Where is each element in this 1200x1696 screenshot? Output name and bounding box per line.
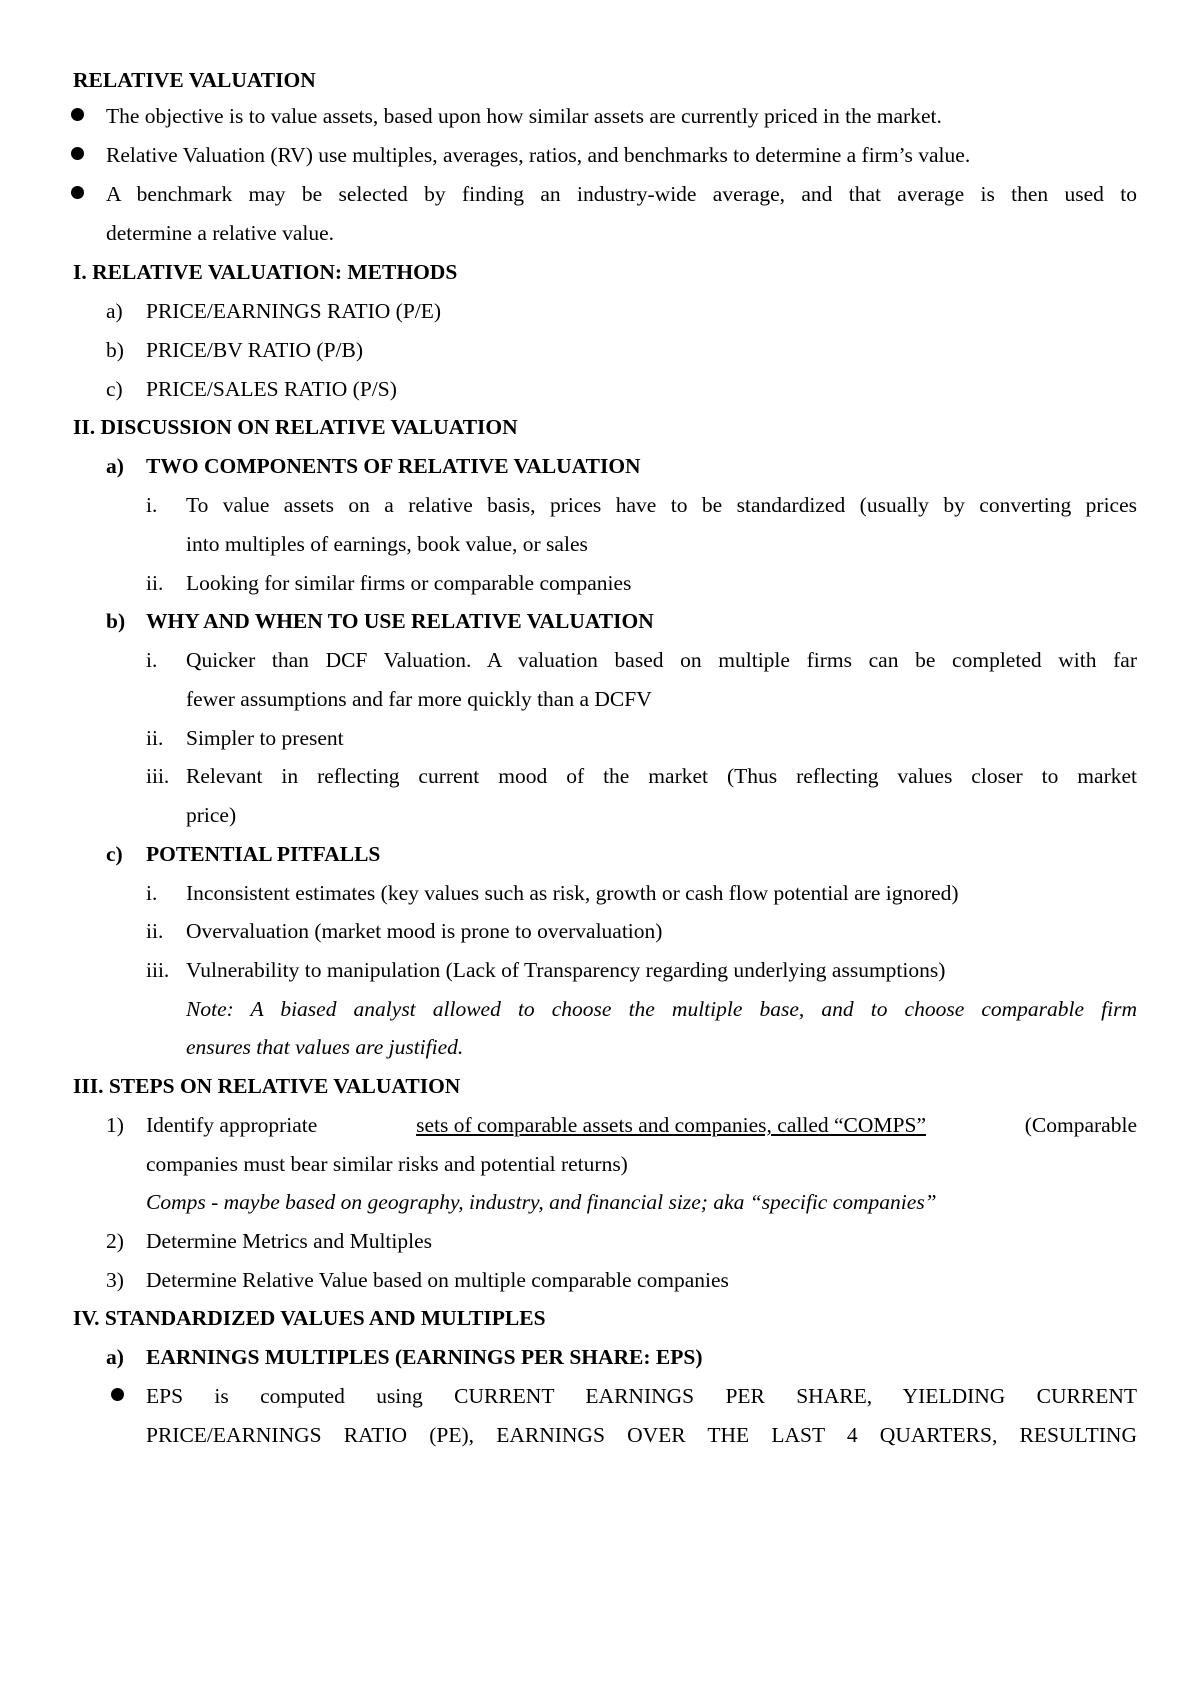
pitfall-1: Inconsistent estimates (key values such as risk, growth or cash flow potential are ignored): [186, 881, 959, 905]
pitfall-2: Overvaluation (market mood is prone to overvaluation): [186, 919, 663, 943]
document-title: RELATIVE VALUATION: [73, 68, 316, 92]
comps-definition: sets of comparable assets and companies, called “COMPS”: [416, 1113, 926, 1137]
roman-marker: i.: [146, 648, 158, 672]
component-2: Looking for similar firms or comparable companies: [186, 571, 632, 595]
roman-marker: ii.: [146, 726, 164, 750]
step-marker: 2): [106, 1229, 124, 1253]
step-1-prefix: Identify appropriate: [146, 1113, 318, 1137]
reason-3-cont: price): [186, 803, 237, 827]
section-4-heading: IV. STANDARDIZED VALUES AND MULTIPLES: [73, 1306, 546, 1330]
pitfall-note: Note: A biased analyst allowed to choose the multiple base, and to choose comparable firm: [186, 997, 1137, 1021]
earnings-multiples-heading: EARNINGS MULTIPLES (EARNINGS PER SHARE: EPS): [146, 1345, 703, 1369]
section-2-heading: II. DISCUSSION ON RELATIVE VALUATION: [73, 415, 518, 439]
reason-3: Relevant in reflecting current mood of the market (Thus reflecting values closer to market: [186, 764, 1137, 788]
bullet-icon: [71, 108, 84, 121]
bullet-icon: [111, 1388, 124, 1401]
step-2: Determine Metrics and Multiples: [146, 1229, 432, 1253]
eps-bullet-cont: PRICE/EARNINGS RATIO (PE), EARNINGS OVER THE LAST 4 QUARTERS, RESULTING: [146, 1423, 1137, 1447]
reason-2: Simpler to present: [186, 726, 344, 750]
subsection-marker: a): [106, 1345, 124, 1369]
roman-marker: ii.: [146, 571, 164, 595]
bullet-icon: [71, 186, 84, 199]
roman-marker: iii.: [146, 958, 170, 982]
step-marker: 3): [106, 1268, 124, 1292]
subsection-marker: b): [106, 609, 126, 633]
eps-bullet: EPS is computed using CURRENT EARNINGS PER SHARE, YIELDING CURRENT: [146, 1384, 1137, 1408]
roman-marker: iii.: [146, 764, 170, 788]
step-1-cont: companies must bear similar risks and potential returns): [146, 1152, 628, 1176]
step-1: [146, 1111, 1137, 1139]
subsection-c-heading: POTENTIAL PITFALLS: [146, 842, 381, 866]
pitfall-note-cont: ensures that values are justified.: [186, 1035, 464, 1059]
roman-marker: i.: [146, 493, 158, 517]
pitfall-3: Vulnerability to manipulation (Lack of Transparency regarding underlying assumptions): [186, 958, 946, 982]
reason-1-cont: fewer assumptions and far more quickly than a DCFV: [186, 687, 652, 711]
step-1-suffix: (Comparable: [1024, 1113, 1137, 1137]
list-marker: a): [106, 299, 123, 323]
section-3-heading: III. STEPS ON RELATIVE VALUATION: [73, 1074, 461, 1098]
section-1-heading: I. RELATIVE VALUATION: METHODS: [73, 260, 458, 284]
intro-bullet-1: The objective is to value assets, based upon how similar assets are currently priced in the market.: [106, 104, 942, 128]
bullet-icon: [71, 147, 84, 160]
reason-1: Quicker than DCF Valuation. A valuation based on multiple firms can be completed with far: [186, 648, 1137, 672]
roman-marker: ii.: [146, 919, 164, 943]
comps-note: Comps - maybe based on geography, industry, and financial size; aka “specific companies”: [146, 1190, 937, 1214]
list-marker: b): [106, 338, 124, 362]
intro-bullet-3-cont: determine a relative value.: [106, 221, 335, 245]
method-pe: PRICE/EARNINGS RATIO (P/E): [146, 299, 442, 323]
method-pb: PRICE/BV RATIO (P/B): [146, 338, 364, 362]
step-marker: 1): [106, 1113, 124, 1137]
component-1: To value assets on a relative basis, prices have to be standardized (usually by converting prices: [186, 493, 1137, 517]
subsection-marker: a): [106, 454, 124, 478]
component-1-cont: into multiples of earnings, book value, or sales: [186, 532, 588, 556]
roman-marker: i.: [146, 881, 158, 905]
subsection-b-heading: WHY AND WHEN TO USE RELATIVE VALUATION: [146, 609, 654, 633]
step-3: Determine Relative Value based on multiple comparable companies: [146, 1268, 729, 1292]
list-marker: c): [106, 377, 123, 401]
intro-bullet-2: Relative Valuation (RV) use multiples, averages, ratios, and benchmarks to determine a firm’s value.: [106, 143, 971, 167]
subsection-a-heading: TWO COMPONENTS OF RELATIVE VALUATION: [146, 454, 641, 478]
subsection-marker: c): [106, 842, 123, 866]
method-ps: PRICE/SALES RATIO (P/S): [146, 377, 397, 401]
intro-bullet-3: A benchmark may be selected by finding an industry-wide average, and that average is then used to: [106, 182, 1137, 206]
